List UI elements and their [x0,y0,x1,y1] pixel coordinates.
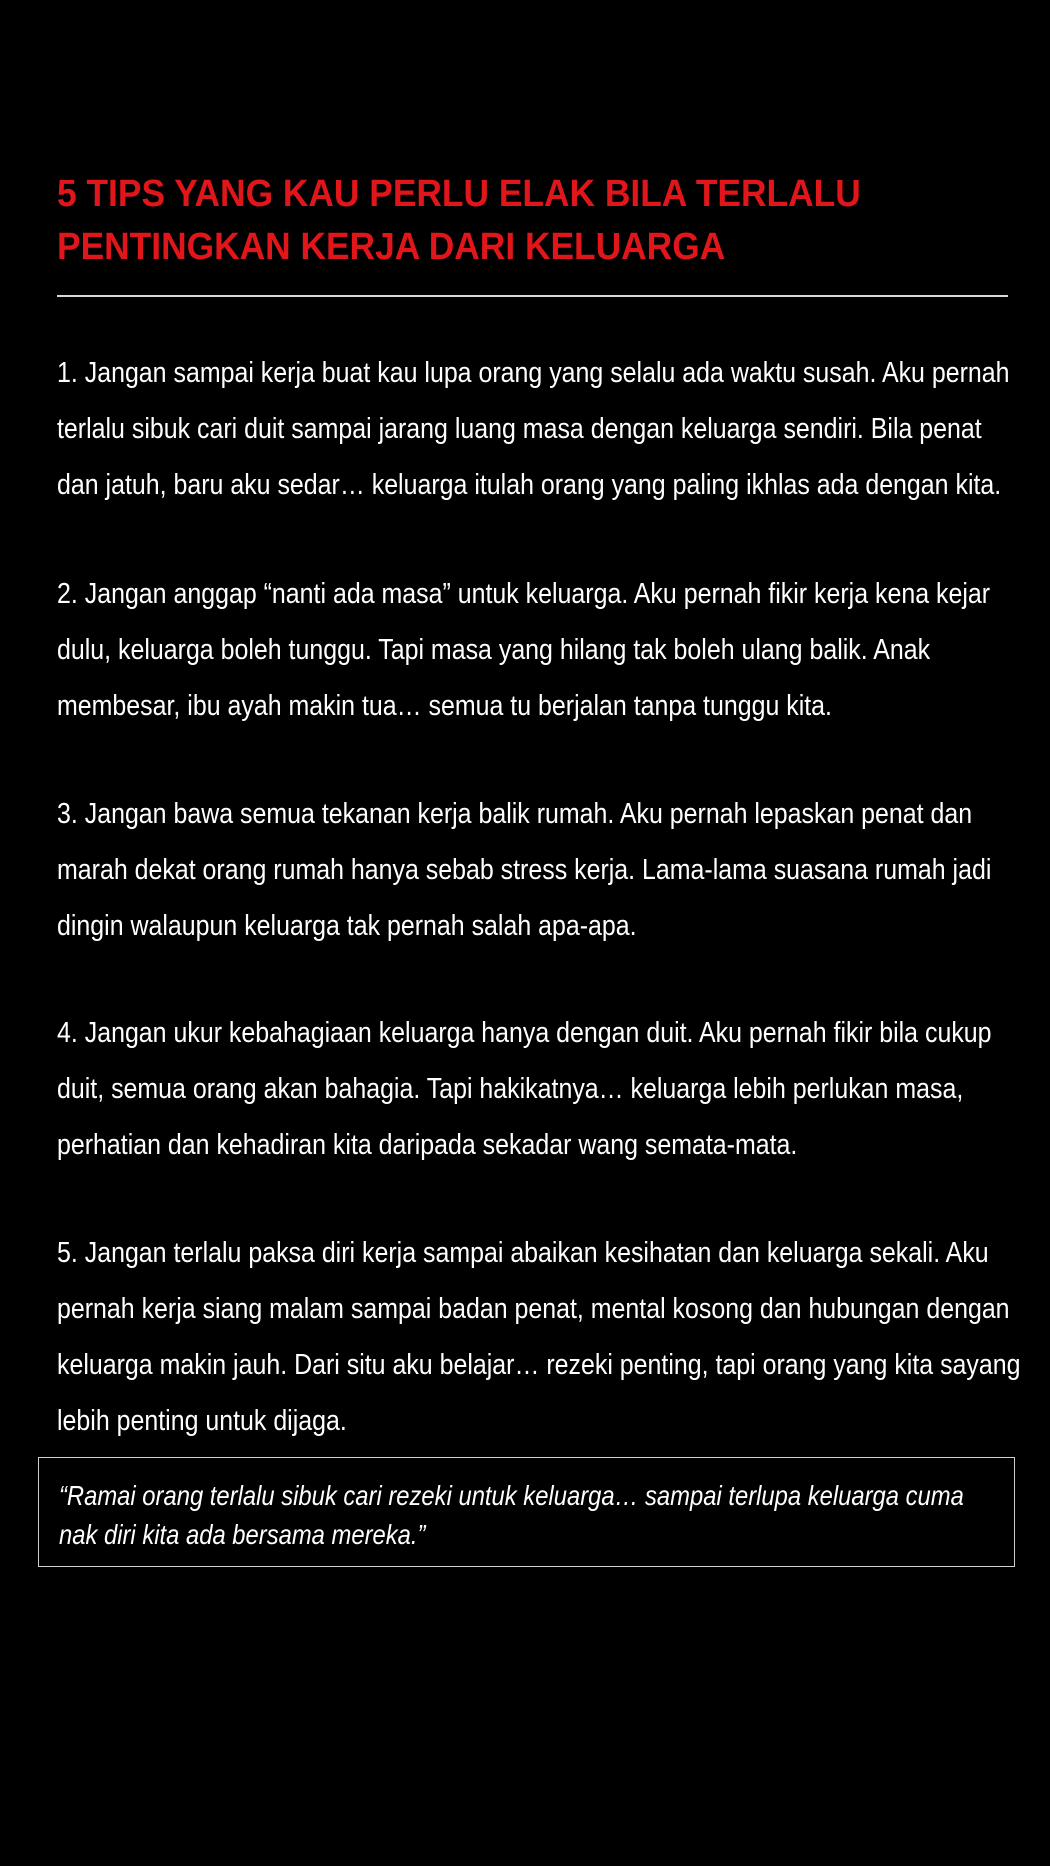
quote-line-1: “Ramai orang terlalu sibuk cari rezeki untuk keluarga… sampai terlupa keluarga cuma [59,1480,964,1511]
tip-1-line-2: terlalu sibuk cari duit sampai jarang luang masa dengan keluarga sendiri. Bila penat [57,413,982,445]
quote-line-2: nak diri kita ada bersama mereka.” [59,1519,426,1550]
page-title [57,168,950,274]
tip-2 [57,566,991,734]
tip-4-line-2: duit, semua orang akan bahagia. Tapi hakikatnya… keluarga lebih perlukan masa, [57,1073,964,1105]
tip-3 [57,786,992,954]
tip-5-line-4: lebih penting untuk dijaga. [57,1405,347,1437]
tip-2-line-3: membesar, ibu ayah makin tua… semua tu berjalan tanpa tunggu kita. [57,690,832,722]
title-divider [57,295,1008,297]
quote-box [38,1457,1015,1567]
tip-1-line-3: dan jatuh, baru aku sedar… keluarga itulah orang yang paling ikhlas ada dengan kita. [57,469,1002,501]
tip-2-line-1: 2. Jangan anggap “nanti ada masa” untuk keluarga. Aku pernah fikir kerja kena kejar [57,578,991,610]
tip-5-line-1: 5. Jangan terlalu paksa diri kerja sampai abaikan kesihatan dan keluarga sekali. Aku [57,1237,989,1269]
tip-4-line-1: 4. Jangan ukur kebahagiaan keluarga hanya dengan duit. Aku pernah fikir bila cukup [57,1017,992,1049]
tip-3-line-1: 3. Jangan bawa semua tekanan kerja balik rumah. Aku pernah lepaskan penat dan [57,798,973,830]
tip-5 [57,1225,1021,1449]
tip-4-line-3: perhatian dan kehadiran kita daripada sekadar wang semata-mata. [57,1129,798,1161]
tip-1-line-1: 1. Jangan sampai kerja buat kau lupa orang yang selalu ada waktu susah. Aku pernah [57,357,1010,389]
tip-2-line-2: dulu, keluarga boleh tunggu. Tapi masa yang hilang tak boleh ulang balik. Anak [57,634,931,666]
quote-text [59,1476,994,1554]
tip-4 [57,1005,992,1173]
title-line-2: PENTINGKAN KERJA DARI KELUARGA [57,226,726,268]
tip-1 [57,345,1010,513]
tip-5-line-2: pernah kerja siang malam sampai badan penat, mental kosong dan hubungan dengan [57,1293,1010,1325]
tip-5-line-3: keluarga makin jauh. Dari situ aku belajar… rezeki penting, tapi orang yang kita sayang [57,1349,1021,1381]
tip-3-line-3: dingin walaupun keluarga tak pernah salah apa-apa. [57,910,637,942]
title-line-1: 5 TIPS YANG KAU PERLU ELAK BILA TERLALU [57,173,861,215]
tip-3-line-2: marah dekat orang rumah hanya sebab stress kerja. Lama-lama suasana rumah jadi [57,854,992,886]
